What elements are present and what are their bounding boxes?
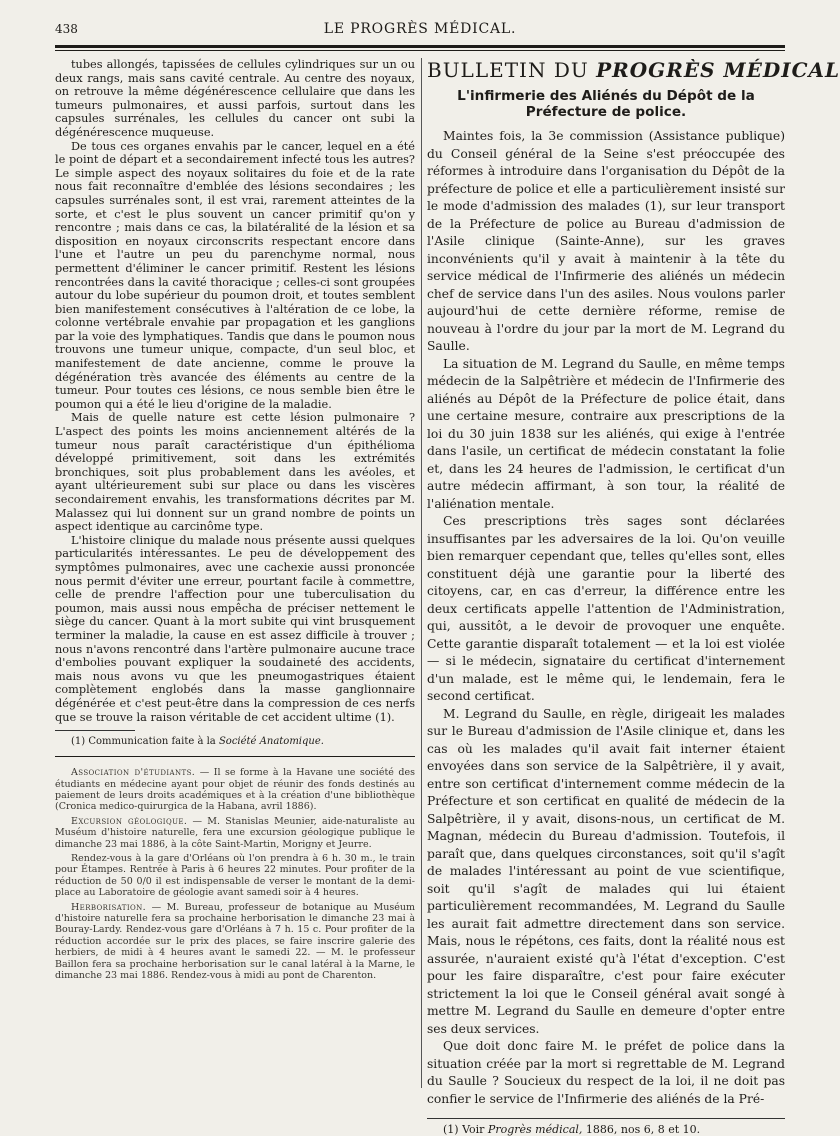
header-rule-thin	[55, 50, 785, 51]
right-footnote	[427, 1123, 785, 1136]
newspaper-page	[55, 20, 840, 1136]
left-paragraph: tubes allongés, tapissées de cellules cylindriques sur un ou deux rangs, mais sans cavité centrale. Au centre des noyaux, on retrouve la même dégénérescence cellulaire que dans les tumeurs pulmonaires, et aussi parfois, surtout dans les capsules surrénales, les cellules du cancer ont subi la dégénérescence muqueuse.	[55, 58, 415, 139]
notice	[55, 767, 415, 813]
bulletin-prefix: BULLETIN DU	[427, 58, 597, 82]
header-rule-thick	[55, 45, 785, 48]
left-footnote-text: (1) Communication faite à la	[71, 736, 216, 748]
left-footnote	[55, 736, 415, 748]
bulletin-title	[427, 58, 840, 82]
columns	[55, 58, 840, 1136]
notice-text: Rendez-vous à la gare d'Orléans où l'on prendra à 6 h. 30 m., le train pour Étampes. Rentrée à Paris à 6 heures 22 minutes. Pour profiter de la réduction de 50 0/0 il est indispensable de verser le montant de la demi-place au Laboratoire de géologie avant samedi soir à 4 heures.	[55, 852, 415, 899]
left-paragraph: De tous ces organes envahis par le cancer, lequel en a été le point de départ et a secondairement infecté tous les autres? Le simple aspect des noyaux solitaires du foie et de la rate nous fait reconnaître d'emblée des lésions secondaires ; les capsules surrénales sont, il est vrai, rarement atteintes de la sorte, et c'est le plus souvent un cancer primitif qu'on y rencontre ; mais dans ce cas, la bilatéralité de la lésion et sa disposition en noyaux circonscrits respectant encore dans l'une et l'autre un peu du parenchyme normal, nous permettent d'éliminer le cancer primitif. Restent les lésions rencontrées dans la cavité thoracique ; celles-ci sont groupées autour du lobe supérieur du poumon droit, et toutes semblent bien manifestement consécutives à l'altération de ce lobe, la colonne vertébrale envahie par propagation et les ganglions par la voie des lymphatiques. Tandis que dans le poumon nous trouvons une tumeur unique, compacte, d'un seul bloc, et manifestement de date ancienne, comme le prouve la dégénération très avancée des éléments au centre de la tumeur. Pour toutes ces lésions, ce nous semble bien être le poumon qui a été le lieu d'origine de la maladie.	[55, 139, 415, 411]
notice-heading: Association d'étudiants.	[71, 767, 196, 779]
notice-text: — Il se forme à la Havane une société des étudiants en médecine ayant pour objet de réunir des fonds destinés au paiement de leurs droits académiques et à la création d'une bibliothèque (Cronica medico-quirurgica de la Habana, avril 1886).	[55, 767, 415, 813]
right-paragraph: La situation de M. Legrand du Saulle, en même temps médecin de la Salpêtrière et médecin de l'Infirmerie des aliénés au Dépôt de la Préfecture de police était, dans une certaine mesure, contraire aux prescriptions de la loi du 30 juin 1838 sur les aliénés, qui exige à l'entrée dans l'asile, un certificat de médecin constatant la folie et, dans les 24 heures de l'admission, le certificat d'un autre médecin affirmant, à son tour, la réalité de l'aliénation mentale.	[427, 356, 785, 511]
left-column	[55, 58, 415, 984]
notice-heading: Herborisation.	[71, 901, 147, 913]
journal-name: LE PROGRÈS MÉDICAL.	[323, 21, 517, 37]
column-divider	[421, 58, 422, 1088]
notices	[55, 767, 415, 981]
notice-text: — M. Stanislas Meunier, aide-naturaliste au Muséum d'histoire naturelle, fera une excursion géologique publique le dimanche 23 mai 1886, à la côte Saint-Martin, Morigny et Jeurre.	[55, 815, 415, 850]
right-article-body	[427, 128, 785, 1108]
right-column	[427, 58, 840, 1136]
notice	[55, 902, 415, 982]
left-paragraph: Mais de quelle nature est cette lésion pulmonaire ? L'aspect des points les moins anciennement altérés de la tumeur nous paraît caractéristique d'un épithélioma développé primitivement, soit dans les extrémités bronchiques, soit plus probablement dans les avéoles, et ayant ultérieurement subi sur place ou dans les viscères secondairement envahis, les transformations décrites par M. Malassez qui lui donnent sur un grand nombre de points un aspect identique au carcinôme type.	[55, 411, 415, 534]
right-paragraph: M. Legrand du Saulle, en règle, dirigeait les malades sur le Bureau d'admission de l'Asile clinique et, dans les cas où les malades qu'il avait fait interner étaient envoyées dans son service de la Salpêtrière, il y avait, entre son certificat d'internement comme médecin de la Préfecture et son certificat en qualité de médecin de la Salpêtrière, il y avait, disons-nous, un certificat de M. Magnan, médecin du Bureau d'admission. Toutefois, il paraît que, dans quelques circonstances, soit qu'il s'agît de malades l'intéressant au point de vue scientifique, soit qu'il s'agît de malades qui lui étaient particulièrement recommandées, M. Legrand du Saulle les aurait fait admettre directement dans son service. Mais, nous le répétons, ces faits, dont la réalité nous est assurée, n'auraient existé qu'à l'état d'exception. C'est pour les faire disparaître, c'est pour faire exécuter strictement la loi que le Conseil général avait songé à mettre M. Legrand du Saulle en demeure d'opter entre ses deux services.	[427, 706, 785, 1036]
right-footnote-text: (1) Voir	[443, 1123, 485, 1136]
notice	[55, 816, 415, 850]
article-title: L'infirmerie des Aliénés du Dépôt de la Préfecture de police.	[457, 88, 755, 120]
footnote-rule	[55, 730, 135, 731]
left-footnote-source: Société Anatomique.	[218, 736, 324, 748]
notice-heading: Excursion géologique.	[71, 815, 188, 827]
running-head	[55, 20, 785, 42]
notices-separator	[55, 756, 415, 757]
right-paragraph: Maintes fois, la 3e commission (Assistance publique) du Conseil général de la Seine s'est préoccupée des réformes à introduire dans l'organisation du Dépôt de la préfecture de police et elle a particulièrement insisté sur le mode d'admission des malades (1), sur leur transport de la Préfecture de police au Bureau d'admission de l'Asile clinique (Sainte-Anne), sur les graves inconvénients qu'il y avait à maintenir à la tête du service médical de l'Infirmerie des aliénés un médecin chef de service dans l'un des asiles. Nous voulons parler aujourd'hui de cette dernière réforme, remise de nouveau à l'ordre du jour par la mort de M. Legrand du Saulle.	[427, 129, 785, 353]
right-footnote-source: Progrès médical,	[487, 1123, 583, 1136]
right-footnote-rule	[427, 1118, 785, 1119]
notice	[55, 853, 415, 899]
left-article-body	[55, 58, 415, 724]
notice-text: — M. Bureau, professeur de botanique au Muséum d'histoire naturelle fera sa prochaine herborisation le dimanche 23 mai à Bouray-Lardy. Rendez-vous gare d'Orléans à 7 h. 15 c. Pour profiter de la réduction accordée sur le prix des places, se faire inscrire galerie des herbiers, de midi à 4 heures avant le samedi 22. — M. le professeur Baillon fera sa prochaine herborisation sur le canal latéral à la Marne, le dimanche 23 mai 1886. Rendez-vous à midi au pont de Charenton.	[55, 901, 415, 981]
right-paragraph: Ces prescriptions très sages sont déclarées insuffisantes par les adversaires de la loi. Qu'on veuille bien remarquer cependant que, telles qu'elles sont, elles constituent déjà une garantie pour la liberté des citoyens, car, en cas d'erreur, la différence entre les deux certificats appelle l'attention de l'Administration, qui, aussitôt, a le devoir de provoquer une enquête. Cette garantie disparaît totalement — et la loi est violée — si le médecin, signataire du certificat d'internement d'un malade, est le même qui, le lendemain, fera le second certificat.	[427, 514, 785, 703]
page-number: 438	[55, 22, 78, 36]
left-paragraph: L'histoire clinique du malade nous présente aussi quelques particularités intéressantes. Le peu de développement des symptômes pulmonaires, avec une cachexie aussi prononcée nous permit d'éviter une erreur, pourtant facile à commettre, celle de prendre l'affection pour une tuberculisation du poumon, mais aussi nous empêcha de préciser nettement le siège du cancer. Quant à la mort subite qui vint brusquement terminer la maladie, la cause en est assez difficile à trouver ; nous n'avons rencontré dans l'artère pulmonaire aucune trace d'embolies pouvant expliquer la soudaineté des accidents, mais nous avons vu que les pneumogastriques étaient complètement englobés dans la masse ganglionnaire dégénérée et c'est peut-être dans la compression de ces nerfs que se trouve la raison véritable de cet accident ultime (1).	[55, 533, 415, 724]
right-footnote-rest: 1886, nos 6, 8 et 10.	[585, 1123, 701, 1136]
bulletin-emphasis: PROGRÈS MÉDICAL	[596, 58, 840, 82]
right-paragraph: Que doit donc faire M. le préfet de police dans la situation créée par la mort si regrettable de M. Legrand du Saulle ? Soucieux du respect de la loi, il ne doit pas confier le service de l'Infirmerie des aliénés de la Pré-	[427, 1039, 785, 1106]
